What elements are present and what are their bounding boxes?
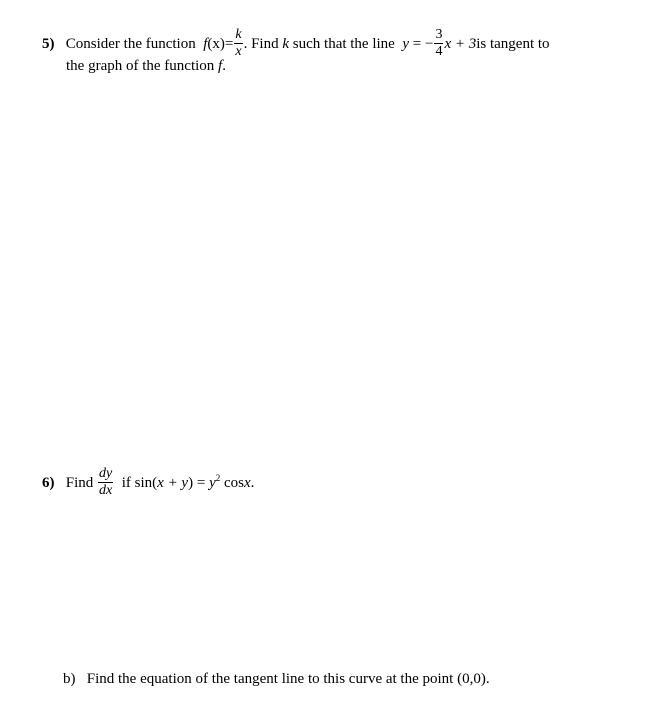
- period: .: [222, 58, 226, 74]
- y-variable: y: [402, 35, 410, 52]
- question-6: [42, 468, 254, 499]
- period: .: [243, 35, 248, 52]
- such-that-text: such that the line: [292, 35, 395, 52]
- fraction-denominator: x: [235, 44, 242, 59]
- tangent-to-text: is tangent to: [476, 35, 550, 52]
- question-b: [63, 672, 490, 687]
- slope-numerator: 3: [435, 27, 443, 42]
- close-paren-equals: ) =: [188, 474, 206, 491]
- function-args: (x): [207, 35, 225, 52]
- function-name: f: [203, 35, 208, 52]
- question-6-number: 6): [42, 474, 55, 491]
- period: .: [250, 474, 255, 491]
- fraction-k-over-x: [234, 28, 242, 59]
- if-text: if: [121, 474, 131, 491]
- cos-text: cos: [223, 474, 244, 491]
- fraction-numerator: k: [235, 27, 242, 42]
- q5-line2-text: the graph of the function: [66, 58, 215, 74]
- f-variable: f: [218, 58, 223, 74]
- sum-x-y: x + y: [157, 474, 189, 491]
- sin-open: sin(: [134, 474, 158, 491]
- x-variable: x: [243, 474, 251, 491]
- q5-intro-text: Consider the function: [65, 35, 196, 52]
- derivative-numerator: dy: [99, 466, 113, 481]
- slope-denominator: 4: [435, 44, 443, 59]
- y-squared-base: y: [209, 474, 216, 491]
- derivative-dy-dx: [98, 467, 113, 498]
- line-tail: x + 3: [444, 35, 477, 52]
- find-text: Find: [251, 35, 279, 52]
- question-5-line-1: [42, 29, 550, 60]
- q6-find-text: Find: [65, 474, 94, 491]
- fraction-three-quarters: [434, 28, 443, 59]
- k-variable: k: [282, 35, 290, 52]
- equals-minus: = −: [412, 35, 434, 52]
- question-5-line-2: [66, 59, 226, 74]
- equals-sign: =: [224, 35, 234, 52]
- derivative-denominator: dx: [99, 483, 113, 498]
- question-5-number: 5): [42, 35, 55, 52]
- exponent: 2: [215, 472, 221, 483]
- question-b-label: b): [63, 671, 76, 687]
- question-b-text: Find the equation of the tangent line to this curve at the point (0,0).: [86, 671, 490, 687]
